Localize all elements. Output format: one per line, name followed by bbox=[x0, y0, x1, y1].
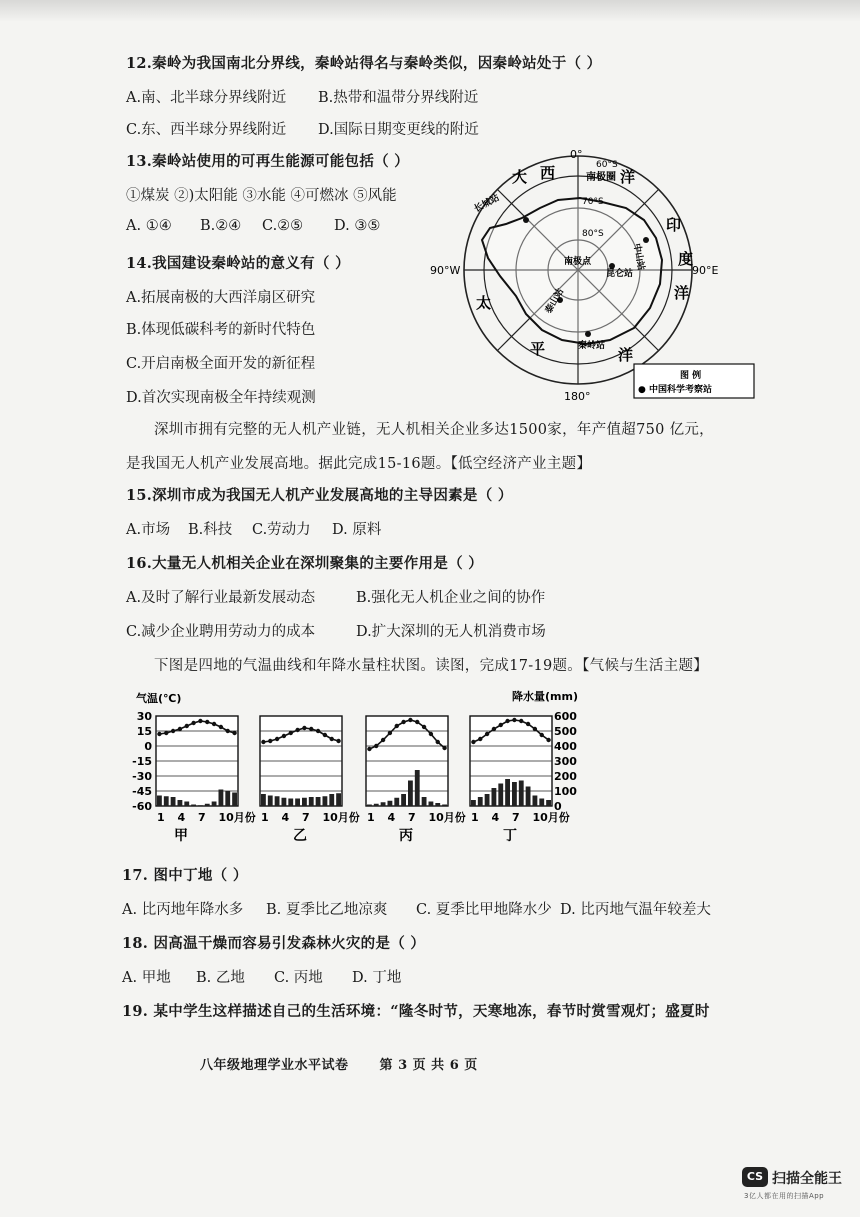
temp-point bbox=[540, 733, 544, 737]
temp-point bbox=[415, 720, 419, 724]
month-tick-label: 10月份 bbox=[428, 811, 466, 824]
latitude-70s-label: 70°S bbox=[582, 197, 604, 207]
precip-bar bbox=[261, 794, 266, 806]
temp-point bbox=[381, 738, 385, 742]
temp-point bbox=[261, 740, 265, 744]
precip-bar bbox=[512, 782, 517, 806]
precip-bar bbox=[171, 797, 176, 806]
ocean-char: 洋 bbox=[618, 346, 634, 364]
precip-bar bbox=[323, 796, 328, 806]
temp-point bbox=[178, 727, 182, 731]
question-13-stem: 13.秦岭站使用的可再生能源可能包括（ ） bbox=[126, 153, 410, 170]
temp-point bbox=[401, 720, 405, 724]
question-14-stem: 14.我国建设秦岭站的意义有（ ） bbox=[126, 255, 350, 272]
antarctic-circle-label: 南极圈 bbox=[586, 172, 616, 183]
longitude-90e-label: 90°E bbox=[692, 264, 719, 277]
q18-option-d: D. 丁地 bbox=[352, 970, 402, 986]
temp-point bbox=[330, 737, 334, 741]
map-legend-title: 图 例 bbox=[680, 371, 702, 381]
precip-bar bbox=[435, 803, 440, 806]
precip-bar bbox=[539, 799, 544, 807]
south-pole-label: 南极点 bbox=[564, 257, 592, 267]
q12-option-d: D.国际日期变更线的附近 bbox=[318, 122, 479, 138]
precip-bar bbox=[374, 804, 379, 806]
q17-option-a: A. 比丙地年降水多 bbox=[122, 902, 244, 918]
precip-bar bbox=[316, 797, 321, 806]
map-legend-item: ● 中国科学考察站 bbox=[638, 385, 712, 395]
q17-option-b: B. 夏季比乙地凉爽 bbox=[266, 902, 388, 918]
q15-option-d: D. 原料 bbox=[332, 522, 382, 538]
q14-option-a: A.拓展南极的大西洋扇区研究 bbox=[126, 290, 316, 306]
camscanner-logo-icon: CS bbox=[742, 1167, 768, 1187]
temp-point bbox=[212, 722, 216, 726]
ocean-char: 洋 bbox=[620, 168, 636, 186]
temp-point bbox=[282, 734, 286, 738]
temp-point bbox=[302, 726, 306, 730]
q15-option-b: B.科技 bbox=[188, 522, 233, 538]
temp-point bbox=[157, 732, 161, 736]
ocean-char: 平 bbox=[530, 340, 546, 358]
station-taishan-label: 泰山站 bbox=[543, 287, 567, 316]
month-tick-label: 4 bbox=[281, 811, 290, 824]
precip-tick-label: 0 bbox=[554, 800, 562, 813]
question-17-stem: 17. 图中丁地（ ） bbox=[122, 867, 248, 884]
q13-option-c: C.②⑤ bbox=[262, 218, 304, 234]
precip-bar bbox=[212, 802, 217, 807]
precip-bar bbox=[381, 802, 386, 806]
temp-point bbox=[546, 738, 550, 742]
precip-bar bbox=[485, 794, 490, 806]
precip-bar bbox=[225, 791, 230, 806]
precip-bar bbox=[388, 801, 393, 806]
climate-panel bbox=[156, 716, 256, 844]
month-tick-label: 7 bbox=[302, 811, 310, 824]
place-label: 丁 bbox=[503, 828, 517, 844]
temp-point bbox=[499, 723, 503, 727]
temp-point bbox=[316, 729, 320, 733]
q17-option-c: C. 夏季比甲地降水少 bbox=[416, 902, 552, 918]
temp-tick-label: 30 bbox=[136, 710, 152, 723]
question-15-stem: 15.深圳市成为我国无人机产业发展高地的主导因素是（ ） bbox=[126, 487, 513, 504]
precip-tick-label: 600 bbox=[554, 710, 577, 723]
precip-bar bbox=[401, 794, 406, 806]
place-label: 甲 bbox=[174, 828, 188, 844]
precip-bar bbox=[184, 802, 189, 807]
precip-bar bbox=[394, 798, 399, 806]
precip-bar bbox=[415, 770, 420, 806]
precip-tick-label: 500 bbox=[554, 725, 577, 738]
precip-tick-label: 400 bbox=[554, 740, 577, 753]
precip-bar bbox=[198, 805, 203, 806]
precip-bar bbox=[295, 799, 300, 807]
precip-bar bbox=[268, 796, 273, 807]
temp-point bbox=[309, 727, 313, 731]
footer-page-number: 第 3 页 共 6 页 bbox=[379, 1058, 478, 1073]
precip-bar bbox=[309, 797, 314, 806]
scanner-watermark bbox=[738, 1163, 848, 1207]
antarctica-coastline bbox=[482, 198, 662, 344]
ocean-char: 西 bbox=[540, 164, 556, 182]
watermark-app-name: 扫描全能王 bbox=[772, 1171, 842, 1187]
precip-bar bbox=[533, 796, 538, 807]
month-tick-label: 4 bbox=[491, 811, 500, 824]
temp-point bbox=[323, 733, 327, 737]
temp-point bbox=[374, 744, 378, 748]
temp-point bbox=[185, 724, 189, 728]
precip-bar bbox=[519, 781, 524, 807]
month-tick-label: 7 bbox=[198, 811, 206, 824]
longitude-90w-label: 90°W bbox=[430, 264, 461, 277]
q14-option-b: B.体现低碳科考的新时代特色 bbox=[126, 322, 316, 338]
temp-point bbox=[422, 725, 426, 729]
temp-tick-label: -30 bbox=[132, 770, 152, 783]
month-tick-label: 4 bbox=[387, 811, 396, 824]
q16-option-b: B.强化无人机企业之间的协作 bbox=[356, 590, 546, 606]
q13-option-a: A. ①④ bbox=[126, 218, 172, 234]
temp-point bbox=[512, 718, 516, 722]
temp-tick-label: -45 bbox=[132, 785, 152, 798]
precip-bar bbox=[232, 793, 237, 807]
month-tick-label: 10月份 bbox=[322, 811, 360, 824]
page-footer bbox=[200, 1054, 504, 1073]
precip-bar bbox=[478, 797, 483, 806]
temp-point bbox=[505, 719, 509, 723]
q17-option-d: D. 比丙地气温年较差大 bbox=[560, 902, 711, 918]
climate-panels bbox=[156, 716, 570, 844]
q13-option-d: D. ③⑤ bbox=[334, 218, 381, 234]
precip-bar bbox=[408, 781, 413, 807]
q15-option-c: C.劳动力 bbox=[252, 522, 311, 538]
q16-option-d: D.扩大深圳的无人机消费市场 bbox=[356, 624, 546, 640]
station-qinling-label: 秦岭站 bbox=[578, 341, 606, 351]
precip-bar bbox=[219, 790, 224, 807]
temp-point bbox=[408, 718, 412, 722]
temp-point bbox=[289, 731, 293, 735]
temp-point bbox=[442, 746, 446, 750]
temp-point bbox=[275, 737, 279, 741]
station-dot bbox=[643, 237, 649, 243]
scan-top-edge bbox=[0, 0, 860, 22]
precip-tick-label: 300 bbox=[554, 755, 577, 768]
ocean-char: 太 bbox=[476, 294, 492, 312]
precip-bar bbox=[157, 796, 162, 807]
q12-option-b: B.热带和温带分界线附近 bbox=[318, 90, 479, 106]
station-dot bbox=[523, 217, 529, 223]
station-greatwall-label: 长城站 bbox=[472, 193, 502, 215]
latitude-80s-label: 80°S bbox=[582, 229, 604, 239]
precip-bar bbox=[471, 800, 476, 806]
precip-bar bbox=[367, 805, 372, 807]
climate-charts bbox=[120, 684, 600, 848]
climate-panel bbox=[366, 716, 466, 844]
place-label: 乙 bbox=[293, 828, 307, 844]
longitude-0-label: 0° bbox=[570, 148, 583, 161]
temp-axis-label: 气温(℃) bbox=[136, 692, 182, 705]
q14-option-d: D.首次实现南极全年持续观测 bbox=[126, 390, 316, 406]
ocean-char: 洋 bbox=[674, 284, 690, 302]
temp-point bbox=[485, 732, 489, 736]
temp-point bbox=[388, 731, 392, 735]
month-tick-label: 7 bbox=[512, 811, 520, 824]
temp-point bbox=[367, 747, 371, 751]
temp-point bbox=[205, 720, 209, 724]
intro-15-16-line2: 是我国无人机产业发展高地。据此完成15-16题。【低空经济产业主题】 bbox=[126, 456, 592, 472]
ocean-char: 度 bbox=[678, 250, 694, 268]
temp-point bbox=[471, 740, 475, 744]
temp-point bbox=[171, 729, 175, 733]
q13-option-b: B.②④ bbox=[200, 218, 242, 234]
temp-point bbox=[191, 721, 195, 725]
watermark-tagline: 3亿人都在用的扫描App bbox=[744, 1192, 825, 1200]
precip-bar bbox=[288, 799, 293, 807]
q13-items: ①煤炭 ②)太阳能 ③水能 ④可燃冰 ⑤风能 bbox=[126, 188, 397, 204]
question-16-stem: 16.大量无人机相关企业在深圳聚集的主要作用是（ ） bbox=[126, 555, 484, 572]
q16-option-c: C.减少企业聘用劳动力的成本 bbox=[126, 624, 316, 640]
temp-tick-label: -15 bbox=[132, 755, 152, 768]
temp-point bbox=[533, 727, 537, 731]
longitude-180-label: 180° bbox=[564, 390, 591, 403]
precip-bar bbox=[178, 800, 183, 806]
station-zhongshan-label: 中山站 bbox=[631, 242, 646, 272]
month-tick-label: 7 bbox=[408, 811, 416, 824]
temp-point bbox=[478, 737, 482, 741]
temp-point bbox=[395, 724, 399, 728]
temp-point bbox=[219, 725, 223, 729]
precip-bar bbox=[442, 805, 447, 807]
precip-bar bbox=[205, 804, 210, 806]
q12-option-c: C.东、西半球分界线附近 bbox=[126, 122, 287, 138]
question-19-stem: 19. 某中学生这样描述自己的生活环境：“隆冬时节，天寒地冻，春节时赏雪观灯；盛夏时 bbox=[122, 1003, 710, 1020]
latitude-60s-label: 60°S bbox=[596, 160, 618, 170]
place-label: 丙 bbox=[399, 828, 413, 844]
precip-axis-label: 降水量(mm) bbox=[512, 690, 578, 703]
precip-bar bbox=[546, 800, 551, 806]
precip-bar bbox=[492, 788, 497, 806]
precip-bar bbox=[429, 802, 434, 807]
q14-option-c: C.开启南极全面开发的新征程 bbox=[126, 356, 316, 372]
temp-point bbox=[492, 727, 496, 731]
q18-option-b: B. 乙地 bbox=[196, 970, 245, 986]
question-12-stem: 12.秦岭为我国南北分界线，秦岭站得名与秦岭类似，因秦岭站处于（ ） bbox=[126, 55, 602, 72]
ocean-char: 印 bbox=[666, 216, 682, 234]
q16-option-a: A.及时了解行业最新发展动态 bbox=[126, 590, 316, 606]
precip-bar bbox=[329, 794, 334, 806]
precip-bar bbox=[336, 793, 341, 806]
temp-tick-label: 0 bbox=[144, 740, 152, 753]
month-tick-label: 10月份 bbox=[532, 811, 570, 824]
temp-point bbox=[268, 739, 272, 743]
intro-17-19: 下图是四地的气温曲线和年降水量柱状图。读图，完成17-19题。【气候与生活主题】 bbox=[154, 658, 709, 674]
precip-bar bbox=[498, 784, 503, 807]
temp-point bbox=[436, 740, 440, 744]
month-tick-label: 4 bbox=[177, 811, 186, 824]
precip-bar bbox=[282, 798, 287, 806]
precip-tick-label: 100 bbox=[554, 785, 577, 798]
q18-option-c: C. 丙地 bbox=[274, 970, 323, 986]
temp-tick-label: 15 bbox=[136, 725, 152, 738]
temp-point bbox=[198, 719, 202, 723]
temp-point bbox=[226, 729, 230, 733]
intro-15-16-line1: 深圳市拥有完整的无人机产业链，无人机相关企业多达1500家，年产值超750 亿元， bbox=[154, 422, 714, 438]
precip-bar bbox=[164, 796, 169, 806]
temp-point bbox=[526, 722, 530, 726]
temp-point bbox=[429, 732, 433, 736]
temp-point bbox=[232, 731, 236, 735]
antarctica-map bbox=[430, 148, 760, 404]
q15-option-a: A.市场 bbox=[126, 522, 171, 538]
precip-bar bbox=[191, 805, 196, 807]
temp-point bbox=[519, 719, 523, 723]
station-kunlun-label: 昆仑站 bbox=[606, 269, 634, 279]
question-18-stem: 18. 因高温干燥而容易引发森林火灾的是（ ） bbox=[122, 935, 426, 952]
ocean-char: 大 bbox=[512, 168, 528, 186]
station-dot bbox=[585, 331, 591, 337]
temp-tick-label: -60 bbox=[132, 800, 152, 813]
precip-bar bbox=[505, 779, 510, 806]
temp-point bbox=[336, 739, 340, 743]
month-tick-label: 1 bbox=[471, 811, 479, 824]
temp-axis-ticks bbox=[132, 710, 152, 813]
precip-axis-ticks bbox=[554, 710, 577, 813]
footer-exam-title: 八年级地理学业水平试卷 bbox=[200, 1058, 349, 1073]
month-tick-label: 1 bbox=[261, 811, 269, 824]
climate-panel bbox=[260, 716, 360, 844]
q12-option-a: A.南、北半球分界线附近 bbox=[126, 90, 287, 106]
temp-point bbox=[295, 728, 299, 732]
q18-option-a: A. 甲地 bbox=[122, 970, 171, 986]
precip-bar bbox=[422, 797, 427, 806]
temp-point bbox=[164, 731, 168, 735]
precip-bar bbox=[526, 787, 531, 807]
month-tick-label: 1 bbox=[367, 811, 375, 824]
precip-tick-label: 200 bbox=[554, 770, 577, 783]
month-tick-label: 1 bbox=[157, 811, 165, 824]
month-tick-label: 10月份 bbox=[218, 811, 256, 824]
precip-bar bbox=[302, 798, 307, 806]
precip-bar bbox=[275, 796, 280, 806]
